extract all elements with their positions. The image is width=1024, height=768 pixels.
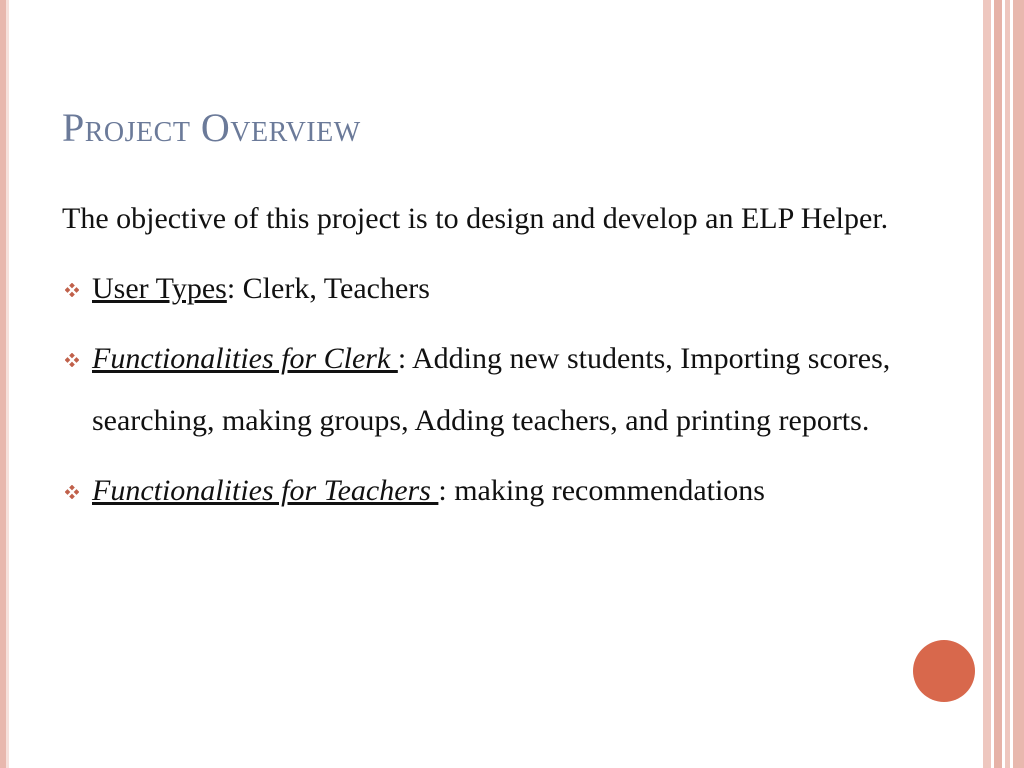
diamond-bullet-icon — [64, 328, 82, 390]
right-border-stripe — [994, 0, 1002, 768]
diamond-bullet-icon — [64, 258, 82, 320]
bullet-text: : Clerk, Teachers — [226, 272, 430, 305]
slide-title: Project Overview — [62, 105, 361, 150]
circle-decoration — [913, 640, 975, 702]
bullet-label: Functionalities for Teachers — [92, 474, 439, 507]
bullet-label: Functionalities for Clerk — [92, 342, 398, 375]
bullet-text: : Adding new students, Importing scores, searching, making groups, Adding teachers, and printing reports. — [92, 342, 891, 437]
diamond-bullet-icon — [64, 460, 82, 522]
right-border-stripe — [1013, 0, 1024, 768]
bullet-text: : making recommendations — [438, 474, 765, 507]
left-border-stripe-inner — [6, 0, 9, 768]
slide-body — [62, 188, 942, 530]
intro-paragraph: The objective of this project is to design and develop an ELP Helper. — [62, 202, 889, 235]
bullet-clerk-functionalities — [62, 328, 942, 452]
right-border-stripe — [983, 0, 991, 768]
bullet-teacher-functionalities — [62, 460, 942, 522]
bullet-label: User Types — [92, 272, 227, 305]
bullet-user-types — [62, 258, 942, 320]
